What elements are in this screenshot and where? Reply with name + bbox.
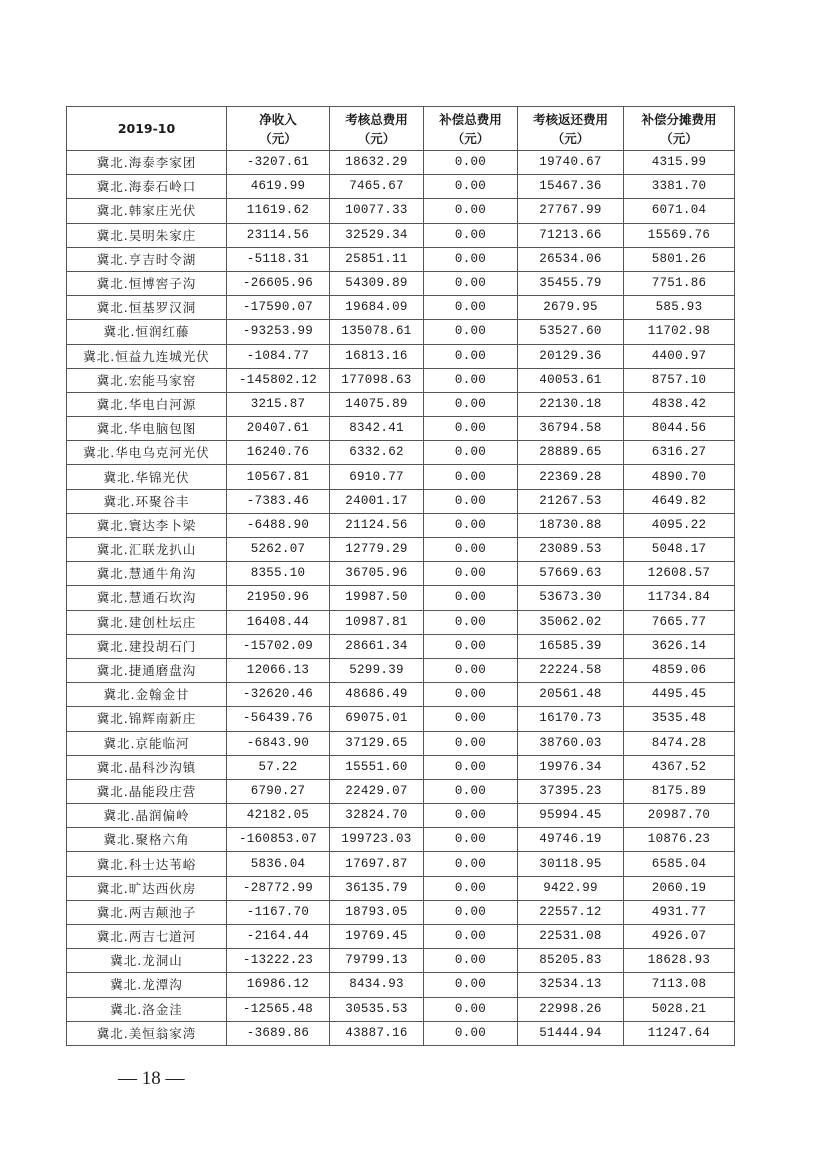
assessment-refund-cell: 38760.03 bbox=[518, 731, 624, 755]
table-row bbox=[67, 610, 735, 634]
compensation-total-cell: 0.00 bbox=[424, 1021, 518, 1045]
compensation-total-cell: 0.00 bbox=[424, 610, 518, 634]
table-row bbox=[67, 417, 735, 441]
compensation-total-cell: 0.00 bbox=[424, 900, 518, 924]
assessment-refund-cell: 30118.95 bbox=[518, 852, 624, 876]
table-row bbox=[67, 683, 735, 707]
station-name: 冀北.捷通磨盘沟 bbox=[67, 658, 227, 682]
compensation-share-cell: 4367.52 bbox=[624, 755, 735, 779]
net-income-cell: 8355.10 bbox=[227, 562, 330, 586]
assessment-refund-cell: 71213.66 bbox=[518, 223, 624, 247]
net-income-cell: 5262.07 bbox=[227, 538, 330, 562]
net-income-cell: -26605.96 bbox=[227, 271, 330, 295]
station-name: 冀北.华电脑包图 bbox=[67, 417, 227, 441]
compensation-share-cell: 4400.97 bbox=[624, 344, 735, 368]
station-name: 冀北.晶润偏岭 bbox=[67, 804, 227, 828]
compensation-share-cell: 4495.45 bbox=[624, 683, 735, 707]
compensation-share-cell: 6316.27 bbox=[624, 441, 735, 465]
compensation-share-cell: 4649.82 bbox=[624, 489, 735, 513]
compensation-share-cell: 8175.89 bbox=[624, 779, 735, 803]
net-income-cell: 16986.12 bbox=[227, 973, 330, 997]
table-row bbox=[67, 513, 735, 537]
net-income-cell: -3207.61 bbox=[227, 151, 330, 175]
assessment-total-cell: 19987.50 bbox=[330, 586, 424, 610]
table-row bbox=[67, 949, 735, 973]
compensation-total-cell: 0.00 bbox=[424, 755, 518, 779]
assessment-refund-cell: 9422.99 bbox=[518, 876, 624, 900]
station-name: 冀北.海泰李家团 bbox=[67, 151, 227, 175]
assessment-refund-cell: 51444.94 bbox=[518, 1021, 624, 1045]
assessment-total-cell: 32824.70 bbox=[330, 804, 424, 828]
compensation-total-cell: 0.00 bbox=[424, 634, 518, 658]
column-title: 补偿总费用 bbox=[439, 111, 502, 127]
assessment-total-cell: 18632.29 bbox=[330, 151, 424, 175]
compensation-total-cell: 0.00 bbox=[424, 320, 518, 344]
assessment-refund-cell: 19976.34 bbox=[518, 755, 624, 779]
period-header: 2019-10 bbox=[67, 107, 227, 151]
column-header bbox=[624, 107, 735, 151]
net-income-cell: -32620.46 bbox=[227, 683, 330, 707]
station-name: 冀北.韩家庄光伏 bbox=[67, 199, 227, 223]
assessment-refund-cell: 22557.12 bbox=[518, 900, 624, 924]
assessment-refund-cell: 16170.73 bbox=[518, 707, 624, 731]
compensation-share-cell: 5028.21 bbox=[624, 997, 735, 1021]
station-name: 冀北.旷达西伙房 bbox=[67, 876, 227, 900]
assessment-refund-cell: 20129.36 bbox=[518, 344, 624, 368]
station-name: 冀北.京能临河 bbox=[67, 731, 227, 755]
compensation-share-cell: 585.93 bbox=[624, 296, 735, 320]
compensation-share-cell: 11734.84 bbox=[624, 586, 735, 610]
table-row bbox=[67, 707, 735, 731]
compensation-total-cell: 0.00 bbox=[424, 296, 518, 320]
compensation-share-cell: 4095.22 bbox=[624, 513, 735, 537]
table-row bbox=[67, 199, 735, 223]
page-number: — 18 — bbox=[118, 1068, 185, 1089]
compensation-share-cell: 11702.98 bbox=[624, 320, 735, 344]
station-name: 冀北.恒润红藤 bbox=[67, 320, 227, 344]
assessment-total-cell: 22429.07 bbox=[330, 779, 424, 803]
assessment-total-cell: 36705.96 bbox=[330, 562, 424, 586]
assessment-total-cell: 19684.09 bbox=[330, 296, 424, 320]
station-name: 冀北.海泰石岭口 bbox=[67, 175, 227, 199]
assessment-total-cell: 48686.49 bbox=[330, 683, 424, 707]
net-income-cell: -145802.12 bbox=[227, 368, 330, 392]
compensation-share-cell: 8044.56 bbox=[624, 417, 735, 441]
station-name: 冀北.锦辉南新庄 bbox=[67, 707, 227, 731]
compensation-share-cell: 3535.48 bbox=[624, 707, 735, 731]
assessment-total-cell: 36135.79 bbox=[330, 876, 424, 900]
column-title: 考核返还费用 bbox=[532, 111, 608, 127]
compensation-total-cell: 0.00 bbox=[424, 731, 518, 755]
station-name: 冀北.慧通石坎沟 bbox=[67, 586, 227, 610]
assessment-total-cell: 10077.33 bbox=[330, 199, 424, 223]
settlement-table bbox=[66, 106, 735, 1046]
station-name: 冀北.龙潭沟 bbox=[67, 973, 227, 997]
table-row bbox=[67, 562, 735, 586]
station-name: 冀北.慧通牛角沟 bbox=[67, 562, 227, 586]
compensation-total-cell: 0.00 bbox=[424, 368, 518, 392]
net-income-cell: 3215.87 bbox=[227, 392, 330, 416]
compensation-share-cell: 4838.42 bbox=[624, 392, 735, 416]
net-income-cell: -5118.31 bbox=[227, 247, 330, 271]
table-row bbox=[67, 852, 735, 876]
assessment-total-cell: 21124.56 bbox=[330, 513, 424, 537]
assessment-refund-cell: 35062.02 bbox=[518, 610, 624, 634]
net-income-cell: -12565.48 bbox=[227, 997, 330, 1021]
station-name: 冀北.恒益九连城光伏 bbox=[67, 344, 227, 368]
station-name: 冀北.环聚谷丰 bbox=[67, 489, 227, 513]
assessment-refund-cell: 22130.18 bbox=[518, 392, 624, 416]
compensation-share-cell: 6585.04 bbox=[624, 852, 735, 876]
table-row bbox=[67, 925, 735, 949]
assessment-refund-cell: 15467.36 bbox=[518, 175, 624, 199]
net-income-cell: 5836.04 bbox=[227, 852, 330, 876]
table-row bbox=[67, 755, 735, 779]
compensation-total-cell: 0.00 bbox=[424, 223, 518, 247]
assessment-refund-cell: 22531.08 bbox=[518, 925, 624, 949]
table-row bbox=[67, 997, 735, 1021]
assessment-refund-cell: 16585.39 bbox=[518, 634, 624, 658]
assessment-refund-cell: 57669.63 bbox=[518, 562, 624, 586]
assessment-total-cell: 199723.03 bbox=[330, 828, 424, 852]
table-row bbox=[67, 151, 735, 175]
assessment-total-cell: 54309.89 bbox=[330, 271, 424, 295]
table-row bbox=[67, 344, 735, 368]
station-name: 冀北.建投胡石门 bbox=[67, 634, 227, 658]
assessment-total-cell: 14075.89 bbox=[330, 392, 424, 416]
compensation-share-cell: 3626.14 bbox=[624, 634, 735, 658]
station-name: 冀北.寰达李卜梁 bbox=[67, 513, 227, 537]
station-name: 冀北.两吉颠池子 bbox=[67, 900, 227, 924]
assessment-total-cell: 16813.16 bbox=[330, 344, 424, 368]
table-row bbox=[67, 731, 735, 755]
assessment-total-cell: 15551.60 bbox=[330, 755, 424, 779]
station-name: 冀北.建创杜坛庄 bbox=[67, 610, 227, 634]
assessment-refund-cell: 53527.60 bbox=[518, 320, 624, 344]
assessment-total-cell: 25851.11 bbox=[330, 247, 424, 271]
net-income-cell: -3689.86 bbox=[227, 1021, 330, 1045]
compensation-share-cell: 4890.70 bbox=[624, 465, 735, 489]
compensation-share-cell: 4859.06 bbox=[624, 658, 735, 682]
assessment-total-cell: 17697.87 bbox=[330, 852, 424, 876]
compensation-share-cell: 5801.26 bbox=[624, 247, 735, 271]
compensation-total-cell: 0.00 bbox=[424, 658, 518, 682]
assessment-total-cell: 43887.16 bbox=[330, 1021, 424, 1045]
table-row bbox=[67, 586, 735, 610]
assessment-total-cell: 37129.65 bbox=[330, 731, 424, 755]
assessment-total-cell: 19769.45 bbox=[330, 925, 424, 949]
table-row bbox=[67, 876, 735, 900]
assessment-refund-cell: 19740.67 bbox=[518, 151, 624, 175]
assessment-refund-cell: 53673.30 bbox=[518, 586, 624, 610]
column-header bbox=[424, 107, 518, 151]
column-unit: （元） bbox=[660, 130, 698, 146]
assessment-total-cell: 8434.93 bbox=[330, 973, 424, 997]
assessment-total-cell: 79799.13 bbox=[330, 949, 424, 973]
compensation-share-cell: 8757.10 bbox=[624, 368, 735, 392]
net-income-cell: -7383.46 bbox=[227, 489, 330, 513]
assessment-refund-cell: 2679.95 bbox=[518, 296, 624, 320]
station-name: 冀北.恒博窖子沟 bbox=[67, 271, 227, 295]
station-name: 冀北.科士达苇峪 bbox=[67, 852, 227, 876]
assessment-total-cell: 10987.81 bbox=[330, 610, 424, 634]
net-income-cell: -93253.99 bbox=[227, 320, 330, 344]
net-income-cell: 23114.56 bbox=[227, 223, 330, 247]
station-name: 冀北.宏能马家窑 bbox=[67, 368, 227, 392]
compensation-total-cell: 0.00 bbox=[424, 247, 518, 271]
table-row bbox=[67, 368, 735, 392]
compensation-total-cell: 0.00 bbox=[424, 876, 518, 900]
compensation-total-cell: 0.00 bbox=[424, 441, 518, 465]
assessment-refund-cell: 22224.58 bbox=[518, 658, 624, 682]
station-name: 冀北.昊明朱家庄 bbox=[67, 223, 227, 247]
net-income-cell: -15702.09 bbox=[227, 634, 330, 658]
compensation-share-cell: 4315.99 bbox=[624, 151, 735, 175]
table-row bbox=[67, 779, 735, 803]
assessment-total-cell: 32529.34 bbox=[330, 223, 424, 247]
assessment-refund-cell: 23089.53 bbox=[518, 538, 624, 562]
station-name: 冀北.晶能段庄营 bbox=[67, 779, 227, 803]
assessment-refund-cell: 27767.99 bbox=[518, 199, 624, 223]
table-row bbox=[67, 175, 735, 199]
column-title: 考核总费用 bbox=[345, 111, 408, 127]
net-income-cell: 4619.99 bbox=[227, 175, 330, 199]
table-row bbox=[67, 658, 735, 682]
table-row bbox=[67, 441, 735, 465]
station-name: 冀北.晶科沙沟镇 bbox=[67, 755, 227, 779]
table-row bbox=[67, 828, 735, 852]
assessment-total-cell: 28661.34 bbox=[330, 634, 424, 658]
compensation-total-cell: 0.00 bbox=[424, 392, 518, 416]
net-income-cell: 42182.05 bbox=[227, 804, 330, 828]
compensation-share-cell: 7751.86 bbox=[624, 271, 735, 295]
table-row bbox=[67, 804, 735, 828]
assessment-total-cell: 135078.61 bbox=[330, 320, 424, 344]
table-row bbox=[67, 538, 735, 562]
station-name: 冀北.美恒翁家湾 bbox=[67, 1021, 227, 1045]
compensation-total-cell: 0.00 bbox=[424, 175, 518, 199]
assessment-refund-cell: 37395.23 bbox=[518, 779, 624, 803]
compensation-share-cell: 15569.76 bbox=[624, 223, 735, 247]
table-row bbox=[67, 465, 735, 489]
compensation-total-cell: 0.00 bbox=[424, 271, 518, 295]
compensation-share-cell: 4926.07 bbox=[624, 925, 735, 949]
net-income-cell: -160853.07 bbox=[227, 828, 330, 852]
station-name: 冀北.亨吉时令湖 bbox=[67, 247, 227, 271]
assessment-refund-cell: 95994.45 bbox=[518, 804, 624, 828]
assessment-total-cell: 6910.77 bbox=[330, 465, 424, 489]
assessment-refund-cell: 21267.53 bbox=[518, 489, 624, 513]
compensation-share-cell: 7113.08 bbox=[624, 973, 735, 997]
column-unit: （元） bbox=[451, 130, 490, 146]
compensation-share-cell: 8474.28 bbox=[624, 731, 735, 755]
net-income-cell: 6790.27 bbox=[227, 779, 330, 803]
compensation-total-cell: 0.00 bbox=[424, 562, 518, 586]
column-unit: （元） bbox=[357, 130, 396, 146]
compensation-total-cell: 0.00 bbox=[424, 465, 518, 489]
station-name: 冀北.华锦光伏 bbox=[67, 465, 227, 489]
assessment-total-cell: 30535.53 bbox=[330, 997, 424, 1021]
table-body bbox=[67, 151, 735, 1046]
net-income-cell: -56439.76 bbox=[227, 707, 330, 731]
station-name: 冀北.华电乌克河光伏 bbox=[67, 441, 227, 465]
assessment-refund-cell: 18730.88 bbox=[518, 513, 624, 537]
net-income-cell: 57.22 bbox=[227, 755, 330, 779]
table-row bbox=[67, 271, 735, 295]
compensation-total-cell: 0.00 bbox=[424, 779, 518, 803]
compensation-total-cell: 0.00 bbox=[424, 804, 518, 828]
compensation-total-cell: 0.00 bbox=[424, 489, 518, 513]
station-name: 冀北.汇联龙扒山 bbox=[67, 538, 227, 562]
column-title: 净收入 bbox=[259, 111, 297, 127]
net-income-cell: -13222.23 bbox=[227, 949, 330, 973]
assessment-refund-cell: 49746.19 bbox=[518, 828, 624, 852]
column-unit: （元） bbox=[259, 130, 297, 146]
station-name: 冀北.洛金洼 bbox=[67, 997, 227, 1021]
assessment-refund-cell: 20561.48 bbox=[518, 683, 624, 707]
compensation-total-cell: 0.00 bbox=[424, 683, 518, 707]
compensation-total-cell: 0.00 bbox=[424, 973, 518, 997]
table-row bbox=[67, 1021, 735, 1045]
table-row bbox=[67, 223, 735, 247]
assessment-total-cell: 177098.63 bbox=[330, 368, 424, 392]
assessment-refund-cell: 35455.79 bbox=[518, 271, 624, 295]
compensation-total-cell: 0.00 bbox=[424, 417, 518, 441]
net-income-cell: 20407.61 bbox=[227, 417, 330, 441]
compensation-share-cell: 10876.23 bbox=[624, 828, 735, 852]
net-income-cell: 21950.96 bbox=[227, 586, 330, 610]
compensation-total-cell: 0.00 bbox=[424, 538, 518, 562]
assessment-total-cell: 5299.39 bbox=[330, 658, 424, 682]
compensation-share-cell: 7665.77 bbox=[624, 610, 735, 634]
assessment-total-cell: 24001.17 bbox=[330, 489, 424, 513]
compensation-total-cell: 0.00 bbox=[424, 344, 518, 368]
table-row bbox=[67, 900, 735, 924]
assessment-refund-cell: 32534.13 bbox=[518, 973, 624, 997]
table-row bbox=[67, 247, 735, 271]
table-row bbox=[67, 973, 735, 997]
table-row bbox=[67, 320, 735, 344]
compensation-total-cell: 0.00 bbox=[424, 949, 518, 973]
assessment-refund-cell: 26534.06 bbox=[518, 247, 624, 271]
table-header-row bbox=[67, 107, 735, 151]
compensation-share-cell: 3381.70 bbox=[624, 175, 735, 199]
compensation-share-cell: 11247.64 bbox=[624, 1021, 735, 1045]
table-row bbox=[67, 296, 735, 320]
net-income-cell: -1167.70 bbox=[227, 900, 330, 924]
compensation-total-cell: 0.00 bbox=[424, 828, 518, 852]
net-income-cell: 11619.62 bbox=[227, 199, 330, 223]
assessment-total-cell: 69075.01 bbox=[330, 707, 424, 731]
station-name: 冀北.聚格六角 bbox=[67, 828, 227, 852]
net-income-cell: 16408.44 bbox=[227, 610, 330, 634]
compensation-share-cell: 20987.70 bbox=[624, 804, 735, 828]
table-row bbox=[67, 392, 735, 416]
table-row bbox=[67, 634, 735, 658]
assessment-refund-cell: 28889.65 bbox=[518, 441, 624, 465]
net-income-cell: -1084.77 bbox=[227, 344, 330, 368]
compensation-share-cell: 6071.04 bbox=[624, 199, 735, 223]
station-name: 冀北.两吉七道河 bbox=[67, 925, 227, 949]
compensation-share-cell: 5048.17 bbox=[624, 538, 735, 562]
compensation-total-cell: 0.00 bbox=[424, 151, 518, 175]
net-income-cell: -6843.90 bbox=[227, 731, 330, 755]
assessment-refund-cell: 85205.83 bbox=[518, 949, 624, 973]
compensation-total-cell: 0.00 bbox=[424, 925, 518, 949]
assessment-refund-cell: 36794.58 bbox=[518, 417, 624, 441]
column-title: 补偿分摊费用 bbox=[641, 111, 717, 127]
assessment-refund-cell: 22998.26 bbox=[518, 997, 624, 1021]
compensation-total-cell: 0.00 bbox=[424, 997, 518, 1021]
compensation-share-cell: 18628.93 bbox=[624, 949, 735, 973]
station-name: 冀北.华电白河源 bbox=[67, 392, 227, 416]
compensation-total-cell: 0.00 bbox=[424, 513, 518, 537]
assessment-total-cell: 12779.29 bbox=[330, 538, 424, 562]
net-income-cell: -2164.44 bbox=[227, 925, 330, 949]
net-income-cell: -17590.07 bbox=[227, 296, 330, 320]
assessment-total-cell: 18793.05 bbox=[330, 900, 424, 924]
compensation-total-cell: 0.00 bbox=[424, 707, 518, 731]
compensation-total-cell: 0.00 bbox=[424, 199, 518, 223]
net-income-cell: 16240.76 bbox=[227, 441, 330, 465]
compensation-total-cell: 0.00 bbox=[424, 586, 518, 610]
station-name: 冀北.龙洞山 bbox=[67, 949, 227, 973]
compensation-share-cell: 4931.77 bbox=[624, 900, 735, 924]
net-income-cell: 12066.13 bbox=[227, 658, 330, 682]
column-unit: （元） bbox=[551, 130, 590, 146]
assessment-total-cell: 8342.41 bbox=[330, 417, 424, 441]
column-header bbox=[227, 107, 330, 151]
station-name: 冀北.金翰金甘 bbox=[67, 683, 227, 707]
column-header bbox=[518, 107, 624, 151]
net-income-cell: -28772.99 bbox=[227, 876, 330, 900]
net-income-cell: 10567.81 bbox=[227, 465, 330, 489]
assessment-refund-cell: 22369.28 bbox=[518, 465, 624, 489]
assessment-refund-cell: 40053.61 bbox=[518, 368, 624, 392]
column-header bbox=[330, 107, 424, 151]
assessment-total-cell: 7465.67 bbox=[330, 175, 424, 199]
table-row bbox=[67, 489, 735, 513]
compensation-share-cell: 12608.57 bbox=[624, 562, 735, 586]
station-name: 冀北.恒基罗汉洞 bbox=[67, 296, 227, 320]
assessment-total-cell: 6332.62 bbox=[330, 441, 424, 465]
net-income-cell: -6488.90 bbox=[227, 513, 330, 537]
compensation-total-cell: 0.00 bbox=[424, 852, 518, 876]
compensation-share-cell: 2060.19 bbox=[624, 876, 735, 900]
